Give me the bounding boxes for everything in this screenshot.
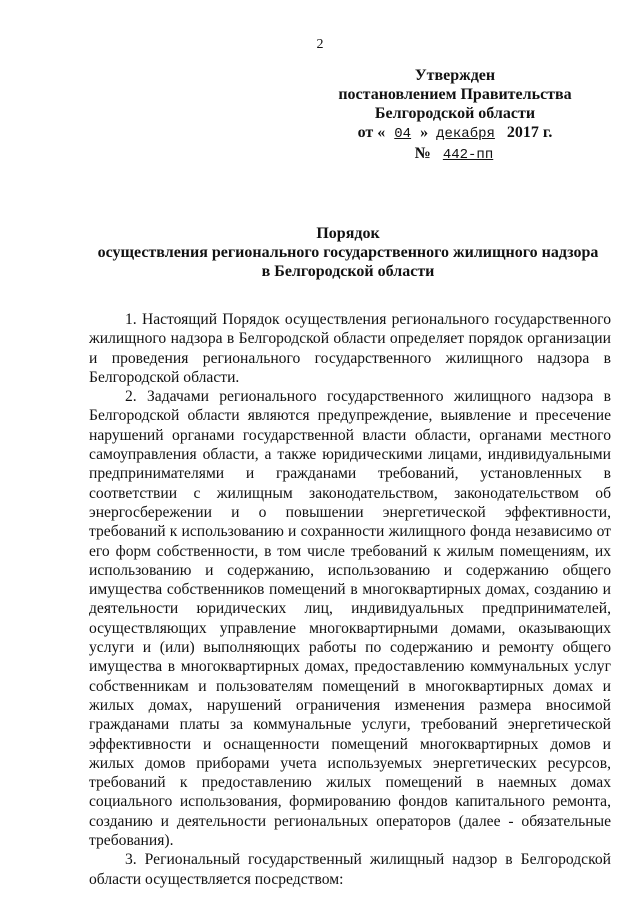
approval-line-region: Белгородской области <box>374 105 536 122</box>
paragraph-2: 2. Задачами регионального государственного жилищного надзора в Белгородской области являются предупреждение, выявление и пресечение нарушений органами государственной власти области, органами местного самоуправления области, а также юридическими лицами, индивидуальными предпринимателями и гражданами требований, установленных в соответствии с жилищным законодательством, законодательством об энергосбережении и о повышении энергетической эффективности, требований к использованию и сохранности жилищного фонда независимо от его форм собственности, в том числе требований к жилым помещениям, их использованию и содержанию, использованию и содержанию общего имущества собственников помещений в многоквартирных домах, созданию и деятельности юридических лиц, индивидуальных предпринимателей, осуществляющих управление многоквартирными домами, оказывающих услуги и (или) выполняющих работы по содержанию и ремонту общего имущества в многоквартирных домах, предоставлению коммунальных услуг собственникам и пользователям помещений в многоквартирных домах и жилых домах, нарушений ограничения изменения размера вносимой гражданами платы за коммунальные услуги, требований энергетической эффективности и оснащенности помещений многоквартирных домов и жилых домов приборами учета используемых энергетических ресурсов, требований к предоставлению жилых помещений в наемных домах социального использования, формированию фондов капитального ремонта, созданию и деятельности региональных операторов (далее - обязательные требования). <box>89 388 611 850</box>
date-month: декабря <box>436 126 495 142</box>
approval-line-decree: постановлением Правительства <box>338 86 572 103</box>
approval-date-line <box>330 123 580 144</box>
date-year: 2017 г. <box>506 124 553 141</box>
paragraph-3: 3. Региональный государственный жилищный надзор в Белгородской области осуществляется посредством: <box>89 851 611 888</box>
date-day: 04 <box>394 126 412 142</box>
approval-number-line <box>330 144 580 165</box>
title-line-3: в Белгородской области <box>261 263 435 280</box>
date-prefix: от « <box>357 124 386 141</box>
approval-stamp <box>330 66 580 165</box>
approval-line-approved: Утвержден <box>414 67 496 84</box>
decree-number: 442-пп <box>442 147 494 163</box>
title-line-2: осуществления регионального государственного жилищного надзора <box>97 244 599 261</box>
document-body <box>89 310 611 889</box>
paragraph-1: 1. Настоящий Порядок осуществления регионального государственного жилищного надзора в Белгородской области определяет порядок организации и проведения регионального государственного жилищного надзора в Белгородской области. <box>89 311 611 386</box>
date-mid: » <box>420 124 429 141</box>
page-number: 2 <box>316 37 324 52</box>
document-title <box>88 224 608 281</box>
number-prefix: № <box>414 145 431 162</box>
title-line-1: Порядок <box>316 225 380 242</box>
